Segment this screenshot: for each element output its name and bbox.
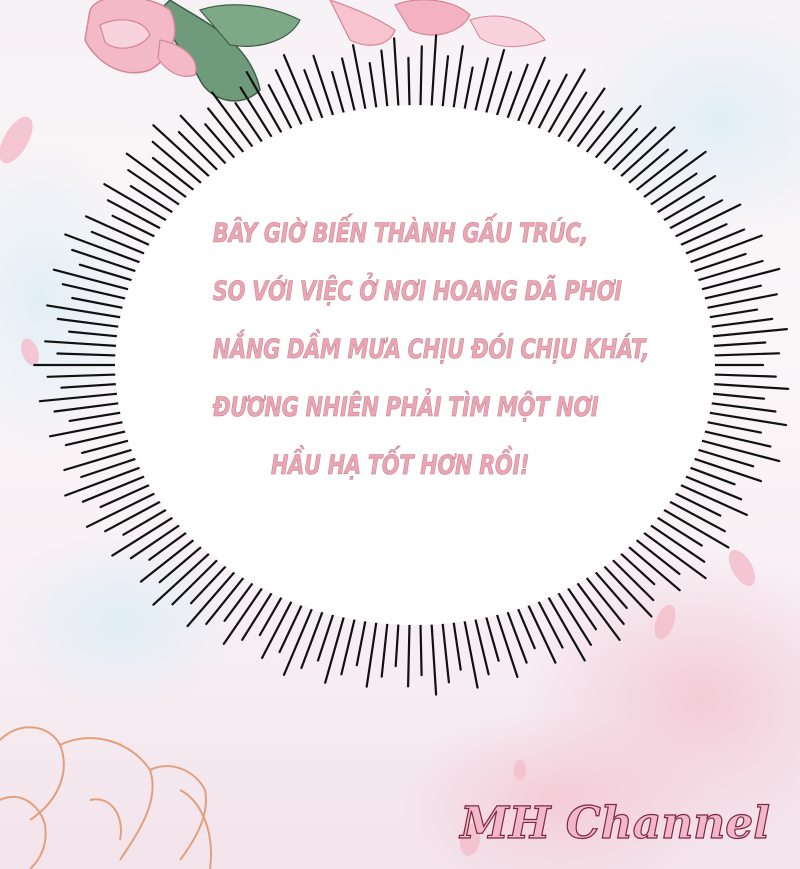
burst-ray bbox=[635, 526, 706, 578]
burst-ray bbox=[112, 512, 182, 556]
watermark-logo: MH Channel bbox=[460, 798, 770, 849]
burst-ray bbox=[212, 93, 259, 156]
burst-ray bbox=[408, 615, 410, 687]
burst-ray bbox=[571, 575, 620, 640]
burst-ray bbox=[597, 559, 652, 617]
burst-ray bbox=[394, 38, 399, 115]
burst-ray bbox=[40, 393, 129, 402]
burst-ray bbox=[635, 152, 706, 204]
burst-ray bbox=[325, 607, 346, 682]
burst-ray bbox=[50, 420, 134, 436]
burst-ray bbox=[613, 127, 675, 183]
burst-ray bbox=[621, 540, 680, 590]
burst-ray bbox=[353, 45, 367, 119]
burst-ray bbox=[452, 46, 463, 117]
speech-text bbox=[212, 205, 650, 495]
burst-ray bbox=[684, 455, 761, 481]
speech-line-3: NẮNG DẦM MƯA CHỊU ĐÓI CHỊU KHÁT, bbox=[212, 334, 650, 365]
burst-ray bbox=[314, 56, 337, 125]
burst-ray bbox=[367, 613, 378, 687]
burst-ray bbox=[54, 270, 140, 293]
burst-ray bbox=[701, 329, 787, 337]
speech-line-1: BÂY GIỜ BIẾN THÀNH GẤU TRÚC, bbox=[212, 218, 589, 249]
speech-line-4: ĐƯƠNG NHIÊN PHẢI TÌM MỘT NƠI bbox=[212, 392, 599, 423]
burst-ray bbox=[494, 605, 518, 677]
burst-ray bbox=[691, 438, 780, 461]
burst-ray bbox=[691, 269, 780, 292]
burst-ray bbox=[153, 546, 217, 604]
burst-ray bbox=[702, 383, 788, 389]
speech-line-5: HẦU HẠ TỐT HƠN RỒI! bbox=[270, 450, 530, 481]
burst-ray bbox=[141, 533, 202, 581]
speech-line-2: SO VỚI VIỆC Ở NƠI HOANG DÃ PHƠI bbox=[212, 276, 622, 307]
burst-ray bbox=[654, 504, 728, 547]
burst-ray bbox=[64, 447, 142, 471]
burst-ray bbox=[431, 36, 436, 116]
burst-ray bbox=[127, 154, 195, 204]
burst-ray bbox=[431, 614, 436, 694]
burst-ray bbox=[153, 125, 217, 183]
burst-ray bbox=[188, 564, 242, 626]
burst-ray bbox=[589, 106, 641, 166]
burst-ray bbox=[45, 341, 128, 346]
burst-ray bbox=[514, 58, 545, 131]
burst-ray bbox=[181, 116, 233, 172]
